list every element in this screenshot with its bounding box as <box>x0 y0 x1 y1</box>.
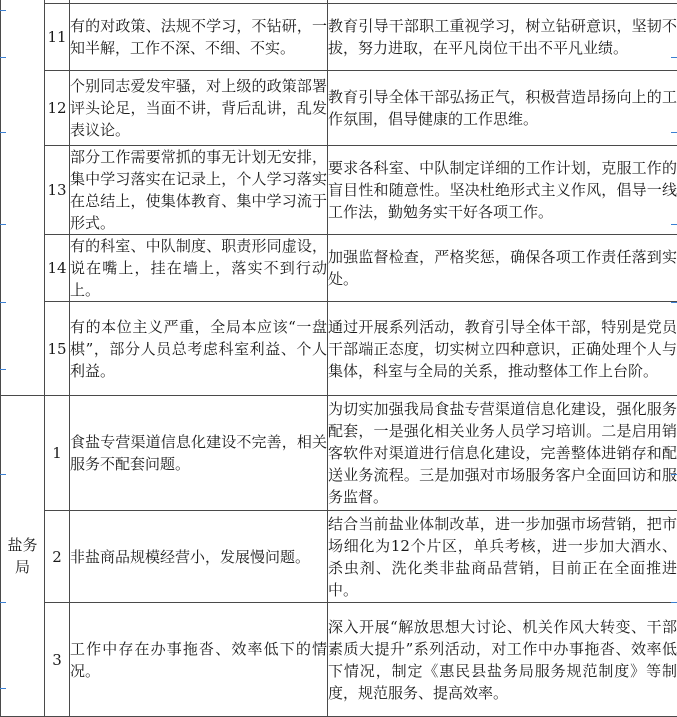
measure-cell: 结合当前盐业体制改革，进一步加强市场营销，把市场细化为12个片区，单兵考核，进一步加大酒水、杀虫剂、洗化类非盐商品营销，目前正在全面推进中。 <box>328 511 677 603</box>
margin-marker <box>671 132 677 133</box>
issue-cell: 有的科室、中队制度、职责形同虚设，说在嘴上，挂在墙上，落实不到行动上。 <box>70 235 328 302</box>
row-number: 3 <box>45 603 70 717</box>
row-number: 15 <box>45 302 70 396</box>
issue-cell: 食盐专营渠道信息化建设不完善，相关服务不配套问题。 <box>70 396 328 511</box>
row-number: 14 <box>45 235 70 302</box>
margin-marker <box>0 688 6 689</box>
issue-cell: 非盐商品规模经营小，发展慢问题。 <box>70 511 328 603</box>
table-row <box>1 396 677 511</box>
margin-marker <box>0 302 6 303</box>
row-number: 12 <box>45 71 70 146</box>
issue-cell: 部分工作需要常抓的事无计划无安排，集中学习落实在记录上，个人学习落实在总结上，使集体教育、集中学习流于形式。 <box>70 146 328 235</box>
row-number: 13 <box>45 146 70 235</box>
table-row <box>1 603 677 717</box>
margin-marker <box>671 57 677 58</box>
table-row <box>1 71 677 146</box>
margin-marker <box>0 10 6 11</box>
margin-marker <box>0 369 6 370</box>
table-row <box>1 146 677 235</box>
table-row <box>1 235 677 302</box>
table-row <box>1 302 677 396</box>
margin-marker <box>671 302 677 303</box>
measure-cell: 教育引导全体干部弘扬正气，积极营造昂扬向上的工作氛围，倡导健康的工作思维。 <box>328 71 677 146</box>
margin-marker <box>0 474 6 475</box>
margin-marker <box>671 474 677 475</box>
issue-cell: 有的对政策、法规不学习，不钻研，一知半解，工作不深、不细、不实。 <box>70 4 328 71</box>
margin-marker <box>0 602 6 603</box>
measure-cell: 要求各科室、中队制定详细的工作计划，克服工作的盲目性和随意性。坚决杜绝形式主义作风，倡导一线工作法，勤勉务实干好各项工作。 <box>328 146 677 235</box>
margin-marker <box>0 57 6 58</box>
dept-cell-top <box>1 0 45 396</box>
department-label: 盐务局 <box>6 534 40 578</box>
measure-cell: 深入开展“解放思想大讨论、机关作风大转变、干部素质大提升”系列活动，对工作中办事拖沓、效率低下情况，制定《惠民县盐务局服务规范制度》等制度，规范服务、提高效率。 <box>328 603 677 717</box>
table-row <box>1 4 677 71</box>
margin-marker <box>671 602 677 603</box>
measure-cell: 为切实加强我局食盐专营渠道信息化建设，强化服务配套，一是强化相关业务人员学习培训。二是启用销客软件对渠道进行信息化建设，完善整体进销存和配送业务流程。三是加强对市场服务客户全面回访和服务监督。 <box>328 396 677 511</box>
margin-marker <box>0 224 6 225</box>
issue-cell: 个别同志爱发牢骚，对上级的政策部署评头论足，当面不讲，背后乱讲，乱发表议论。 <box>70 71 328 146</box>
table-row <box>1 511 677 603</box>
issue-cell: 有的本位主义严重，全局本应该“一盘棋”，部分人员总考虑科室利益、个人利益。 <box>70 302 328 396</box>
department-cell <box>1 396 45 717</box>
row-number: 11 <box>45 4 70 71</box>
row-number: 1 <box>45 396 70 511</box>
row-number: 2 <box>45 511 70 603</box>
measure-cell: 教育引导干部职工重视学习，树立钻研意识，坚韧不拔，努力进取，在平凡岗位干出不平凡业绩。 <box>328 4 677 71</box>
measure-cell: 通过开展系列活动，教育引导全体干部，特别是党员干部端正态度，切实树立四种意识，正确处理个人与集体，科室与全局的关系，推动整体工作上台阶。 <box>328 302 677 396</box>
margin-marker <box>0 132 6 133</box>
measure-cell: 加强监督检查，严格奖惩，确保各项工作责任落到实处。 <box>328 235 677 302</box>
issue-cell: 工作中存在办事拖沓、效率低下的情况。 <box>70 603 328 717</box>
margin-marker <box>671 224 677 225</box>
